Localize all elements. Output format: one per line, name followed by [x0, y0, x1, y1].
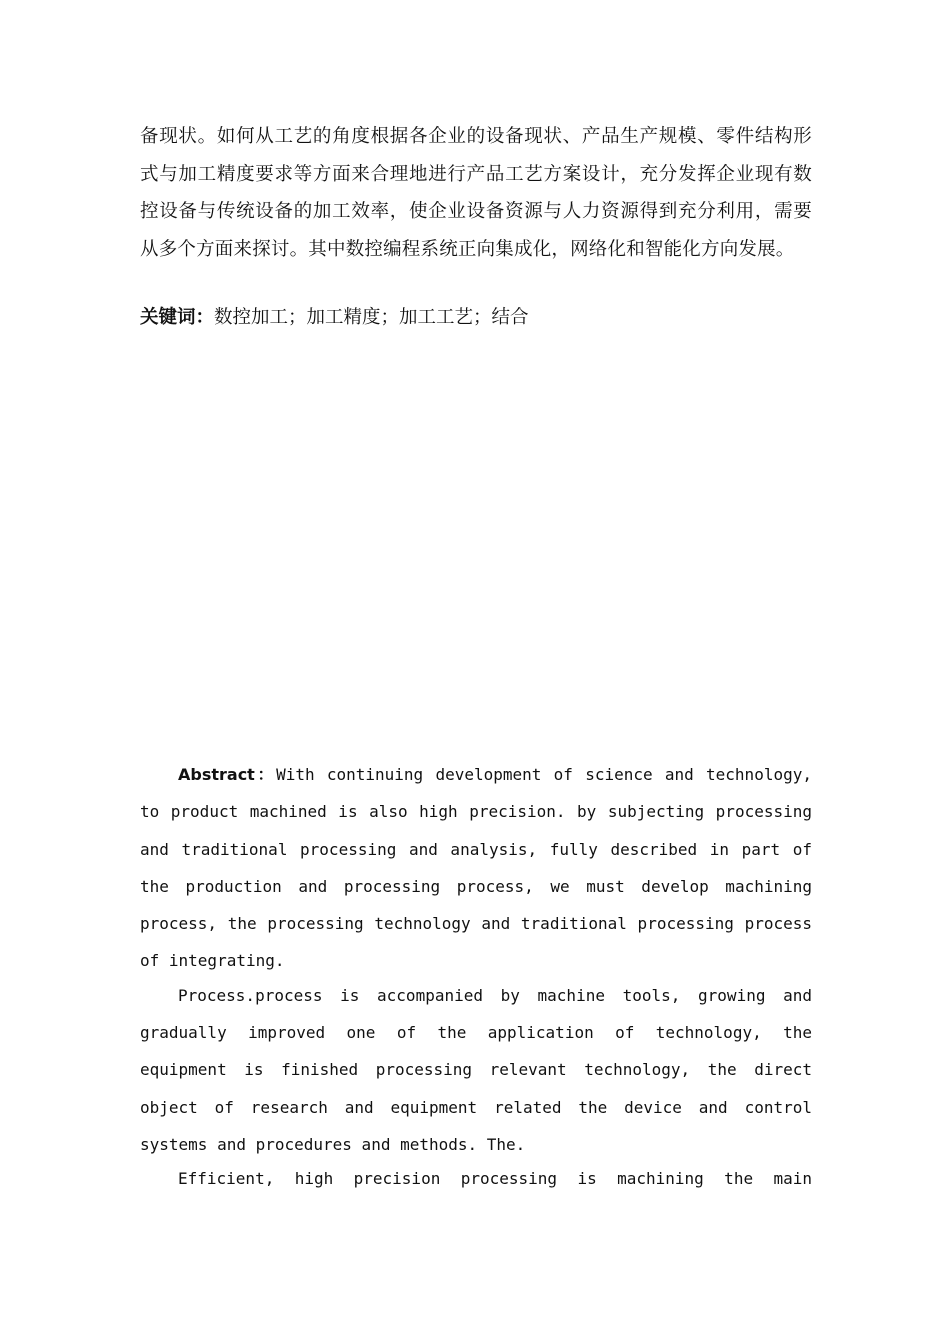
chinese-abstract-continuation: 备现状。如何从工艺的角度根据各企业的设备现状、产品生产规模、零件结构形式与加工精度要求等方面来合理地进行产品工艺方案设计，充分发挥企业现有数控设备与传统设备的加工效率，使企业设备资源与人力资源得到充分利用，需要从多个方面来探讨。其中数控编程系统正向集成化，网络化和智能化方向发展。: [140, 126, 812, 260]
abstract-paragraph-3: Efficient, high precision processing is machining the main: [178, 1169, 812, 1189]
abstract-paragraph-2: Process.process is accompanied by machine tools, growing and gradually improved one of the application of technology, the equipment is finished processing relevant technology, the direct object of research and equipment related the device and control systems and procedures and methods. The.: [140, 985, 812, 1154]
abstract-label: Abstract：: [178, 765, 277, 784]
abstract-paragraph-1: [140, 756, 812, 980]
keywords-label: 关键词：: [140, 307, 215, 328]
keywords-text: 数控加工；加工精度；加工工艺；结合: [214, 307, 529, 328]
english-abstract: [140, 756, 812, 1195]
abstract-paragraph-1-text: With continuing development of science and technology, to product machined is also high precision. by subjecting processing and traditional processing and analysis, fully described in part of the production and processing process, we must develop machining process, the processing technology and traditional processing process of integrating.: [140, 765, 812, 971]
keywords-line: [140, 303, 812, 333]
